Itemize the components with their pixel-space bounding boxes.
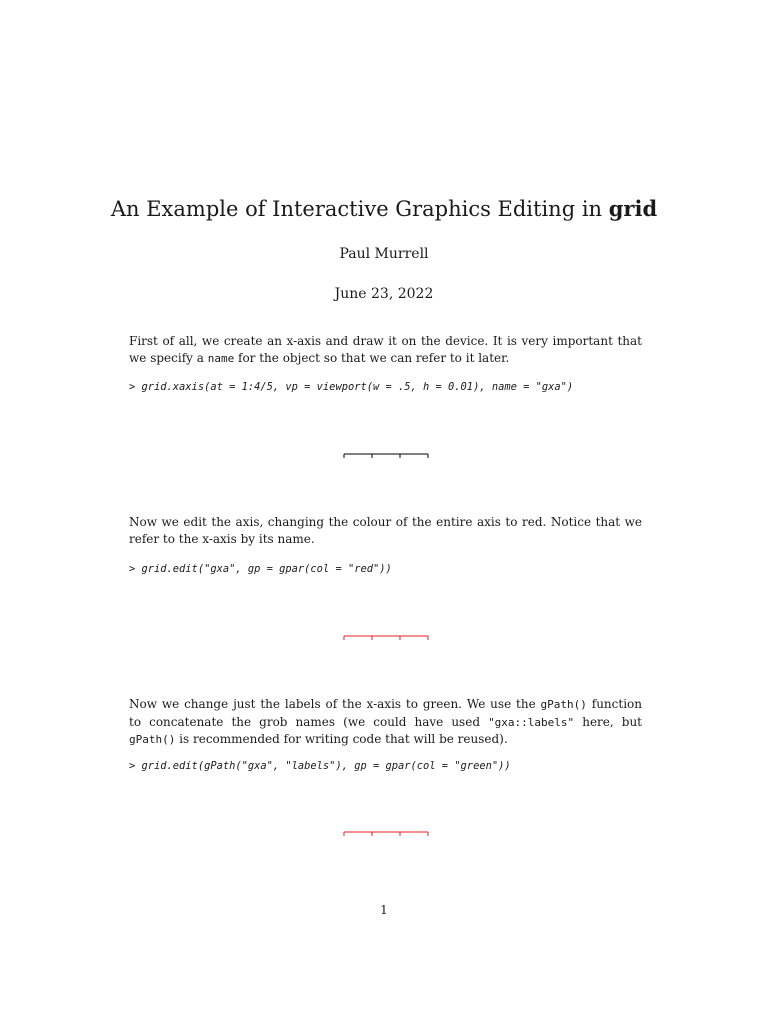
- para3-text-c: here, but: [574, 714, 642, 729]
- axis-figure-3: [340, 829, 432, 839]
- para3-text-a: Now we change just the labels of the x-axis to green. We use the: [129, 697, 541, 711]
- axis-figure-2: [340, 633, 432, 643]
- code-block-2: > grid.edit("gxa", gp = gpar(col = "red")): [129, 563, 392, 575]
- title-main: An Example of Interactive Graphics Editing in: [110, 197, 609, 221]
- para1-code-a: name: [207, 351, 235, 365]
- paragraph-1: [129, 333, 642, 367]
- para3-text-b: function to concatenate the grob names (we could have used: [129, 697, 642, 729]
- para3-code-b: "gxa::labels": [488, 715, 575, 729]
- code-block-3: > grid.edit(gPath("gxa", "labels"), gp = gpar(col = "green")): [129, 760, 511, 772]
- para1-text-a: First of all, we create an x-axis and draw it on the device. It is very important that we specify a: [129, 334, 642, 365]
- paragraph-2: Now we edit the axis, changing the colour of the entire axis to red. Notice that we refer to the x-axis by its name.: [129, 515, 642, 546]
- title-bold: grid: [608, 196, 658, 221]
- code-block-1: > grid.xaxis(at = 1:4/5, vp = viewport(w = .5, h = 0.01), name = "gxa"): [129, 381, 574, 393]
- para1-text-b: for the object so that we can refer to it later.: [234, 350, 510, 365]
- para3-code-c: gPath(): [129, 733, 176, 746]
- paper-title: [0, 195, 768, 223]
- para3-code-a: gPath(): [540, 698, 587, 711]
- paragraph-3: [129, 696, 642, 749]
- axis-figure-1: [340, 451, 432, 461]
- author: Paul Murrell: [339, 246, 429, 262]
- date: June 23, 2022: [334, 286, 434, 302]
- page-number: 1: [380, 903, 388, 917]
- para3-text-d: is recommended for writing code that will be reused).: [175, 732, 508, 746]
